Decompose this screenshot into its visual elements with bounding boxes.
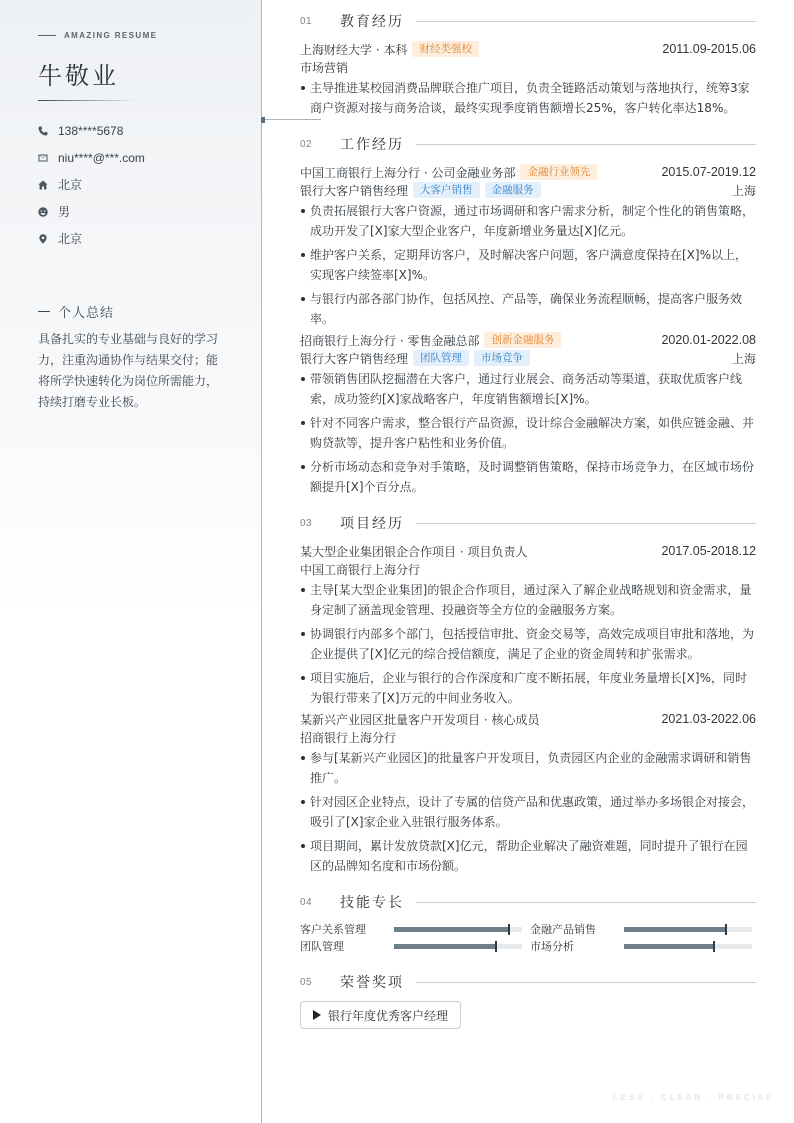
skill-fill: [624, 927, 726, 932]
gender-icon: [38, 207, 58, 217]
list-item: 主导推进某校园消费品牌联合推广项目，负责全链路活动策划与落地执行，统筹3家商户资源对接与商务洽谈，最终实现季度销售额增长25%，客户转化率达18%。: [300, 78, 756, 118]
contact-phone: [38, 117, 145, 144]
project-header: [300, 542, 756, 560]
section-title: 项目经历: [340, 516, 404, 532]
skill-bar: [624, 944, 752, 949]
work-bullets: [300, 369, 756, 497]
skill-fill: [394, 944, 496, 949]
section-header-skills: [300, 892, 756, 912]
location-pin-icon: [38, 234, 58, 244]
contact-gender: [38, 198, 145, 225]
section-header-education: [300, 11, 756, 31]
role-tag: 大客户销售: [413, 182, 480, 198]
role-tag: 团队管理: [413, 350, 469, 366]
list-item: 主导[某大型企业集团]的银企合作项目，通过深入了解企业战略规划和资金需求，量身定制了涵盖现金管理、投融资等全方位的金融服务方案。: [300, 580, 756, 620]
section-title: 荣誉奖项: [340, 975, 404, 991]
section-rule: [416, 902, 756, 903]
education-major-row: [300, 58, 756, 76]
skill-label: 金融产品销售: [530, 923, 596, 936]
candidate-name: 牛敬业: [38, 62, 119, 90]
work-entry: [300, 331, 756, 501]
summary-heading: [38, 302, 114, 321]
home-text: 北京: [58, 178, 83, 192]
skill-label: 团队管理: [300, 940, 344, 953]
contact-location: [38, 225, 145, 252]
list-item: 项目实施后，企业与银行的合作深度和广度不断拓展，年度业务量增长[X]%，同时为银行带来了[X]万元的中间业务收入。: [300, 668, 756, 708]
list-item: 分析市场动态和竞争对手策略，及时调整销售策略，保持市场竞争力，在区域市场份额提升[X]个百分点。: [300, 457, 756, 497]
skill-bar: [394, 944, 522, 949]
project-header: [300, 710, 756, 728]
work-location: 上海: [731, 351, 756, 366]
company-name: 中国工商银行上海分行 · 公司金融业务部: [300, 165, 516, 180]
section-title: 教育经历: [340, 14, 404, 30]
work-role-row: [300, 349, 756, 367]
project-org-row: [300, 728, 756, 746]
project-title: 某新兴产业园区批量客户开发项目 · 核心成员: [300, 712, 540, 727]
section-number: 01: [300, 15, 313, 27]
skill-bar: [624, 927, 752, 932]
school-tag: 财经类强校: [412, 41, 479, 57]
section-number: 04: [300, 896, 313, 908]
section-number: 05: [300, 976, 313, 988]
education-date: 2011.09-2015.06: [662, 42, 756, 56]
sidebar-divider: [261, 0, 262, 1123]
work-date: 2020.01-2022.08: [661, 333, 756, 347]
location-text: 北京: [58, 232, 83, 246]
education-bullets: [300, 78, 756, 118]
section-rule: [416, 21, 756, 22]
skill-marker: [495, 941, 497, 952]
footer-watermark: LESS · CLEAR · PRECISE: [612, 1092, 774, 1102]
summary-dash: [38, 311, 50, 312]
project-entry: [300, 710, 756, 880]
section-header-honors: [300, 972, 756, 992]
section-title: 技能专长: [340, 895, 404, 911]
section-title: 工作经历: [340, 137, 404, 153]
project-org: 中国工商银行上海分行: [300, 562, 421, 577]
project-org: 招商银行上海分行: [300, 730, 397, 745]
work-entry: [300, 163, 756, 333]
connector-marker: [261, 117, 265, 123]
education-header: [300, 40, 756, 58]
name-underline: [38, 100, 138, 101]
skill-bar: [394, 927, 522, 932]
role-tag: 金融服务: [485, 182, 541, 198]
skill-marker: [725, 924, 727, 935]
section-header-work: [300, 134, 756, 154]
major: 市场营销: [300, 60, 349, 75]
list-item: 带领销售团队挖掘潜在大客户，通过行业展会、商务活动等渠道，获取优质客户线索，成功签约[X]家战略客户，年度销售额增长[X]%。: [300, 369, 756, 409]
brand-label: [38, 31, 157, 40]
gender-text: 男: [58, 205, 71, 219]
skill-item: [300, 938, 522, 954]
section-rule: [416, 523, 756, 524]
skill-item: [530, 921, 752, 937]
list-item: 参与[某新兴产业园区]的批量客户开发项目，负责园区内企业的金融需求调研和销售推广。: [300, 748, 756, 788]
play-triangle-icon: [313, 1010, 321, 1020]
list-item: 负责拓展银行大客户资源，通过市场调研和客户需求分析，制定个性化的销售策略，成功开发了[X]家大型企业客户，年度新增业务量达[X]亿元。: [300, 201, 756, 241]
school-name: 上海财经大学 · 本科: [300, 42, 408, 57]
role-tag: 市场竞争: [474, 350, 530, 366]
work-header: [300, 331, 756, 349]
summary-title: 个人总结: [58, 306, 115, 321]
project-org-row: [300, 560, 756, 578]
mail-icon: [38, 153, 58, 163]
skill-item: [530, 938, 752, 954]
project-bullets: [300, 748, 756, 876]
home-icon: [38, 180, 58, 190]
honor-text: 银行年度优秀客户经理: [328, 1008, 449, 1023]
skill-fill: [624, 944, 714, 949]
skill-marker: [713, 941, 715, 952]
email-text: niu****@***.com: [58, 150, 145, 165]
list-item: 项目期间，累计发放贷款[X]亿元，帮助企业解决了融资难题，同时提升了银行在园区的品牌知名度和市场份额。: [300, 836, 756, 876]
project-date: 2021.03-2022.06: [661, 712, 756, 726]
work-role-row: [300, 181, 756, 199]
honor-badge: [300, 1001, 461, 1029]
work-date: 2015.07-2019.12: [661, 165, 756, 179]
job-role: 银行大客户销售经理: [300, 183, 409, 198]
summary-text: 具备扎实的专业基础与良好的学习力，注重沟通协作与结果交付；能将所学快速转化为岗位所需能力，持续打磨专业长板。: [38, 332, 219, 409]
education-entry: [300, 40, 756, 122]
company-tag: 金融行业领先: [520, 164, 597, 180]
list-item: 针对园区企业特点，设计了专属的信贷产品和优惠政策，通过举办多场银企对接会，吸引了[X]家企业入驻银行服务体系。: [300, 792, 756, 832]
section-rule: [416, 982, 756, 983]
skill-label: 客户关系管理: [300, 923, 366, 936]
company-tag: 创新金融服务: [484, 332, 561, 348]
brand-dash: [38, 35, 56, 36]
list-item: 协调银行内部多个部门，包括授信审批、资金交易等，高效完成项目审批和落地，为企业提供了[X]亿元的综合授信额度，满足了企业的资金周转和扩张需求。: [300, 624, 756, 664]
project-title: 某大型企业集团银企合作项目 · 项目负责人: [300, 544, 528, 559]
job-role: 银行大客户销售经理: [300, 351, 409, 366]
phone-text: 138****5678: [58, 123, 124, 138]
project-date: 2017.05-2018.12: [661, 544, 756, 558]
contact-email: [38, 144, 145, 171]
project-entry: [300, 542, 756, 712]
list-item: 针对不同客户需求，整合银行产品资源，设计综合金融解决方案，如供应链金融、并购贷款等，提升客户粘性和业务价值。: [300, 413, 756, 453]
section-number: 02: [300, 138, 313, 150]
work-header: [300, 163, 756, 181]
section-rule: [416, 144, 756, 145]
skill-marker: [508, 924, 510, 935]
section-header-projects: [300, 513, 756, 533]
contact-list: [38, 117, 145, 252]
list-item: 与银行内部各部门协作，包括风控、产品等，确保业务流程顺畅，提高客户服务效率。: [300, 289, 756, 329]
section-number: 03: [300, 517, 313, 529]
skill-item: [300, 921, 522, 937]
skill-label: 市场分析: [530, 940, 574, 953]
work-location: 上海: [731, 183, 756, 198]
project-bullets: [300, 580, 756, 708]
work-bullets: [300, 201, 756, 329]
company-name: 招商银行上海分行 · 零售金融总部: [300, 333, 480, 348]
list-item: 维护客户关系，定期拜访客户，及时解决客户问题，客户满意度保持在[X]%以上，实现客户续签率[X]%。: [300, 245, 756, 285]
contact-home: [38, 171, 145, 198]
brand-text: AMAZING RESUME: [64, 31, 158, 40]
skill-fill: [394, 927, 509, 932]
phone-icon: [38, 126, 58, 136]
